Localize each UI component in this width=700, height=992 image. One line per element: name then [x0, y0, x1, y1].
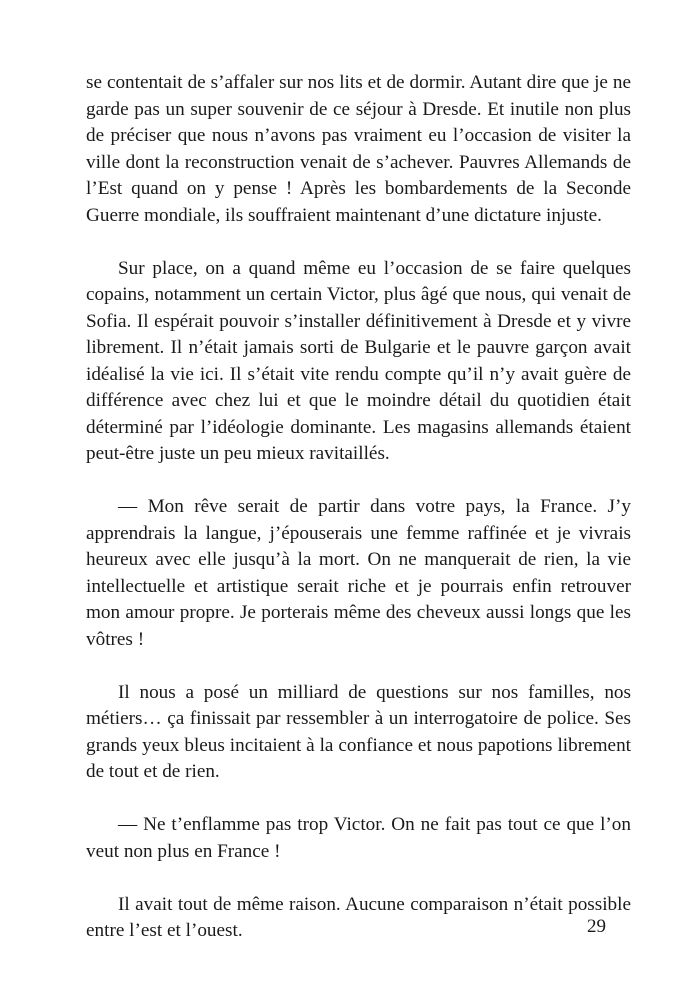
paragraph-5-dialogue: — Ne t’enflamme pas trop Victor. On ne fait pas tout ce que l’on veut non plus en France ! [86, 814, 631, 862]
paragraph-6: Il avait tout de même raison. Aucune comparaison n’était possible entre l’est et l’ouest. [86, 893, 631, 941]
body-text [86, 70, 631, 971]
paragraph-2: Sur place, on a quand même eu l’occasion de se faire quelques copains, notamment un certain Victor, plus âgé que nous, qui venait de Sofia. Il espérait pouvoir s’installer définitivement à Dresde et y vivre librement. Il n’était jamais sorti de Bulgarie et le pauvre garçon avait idéalisé la vie ici. Il s’était vite rendu compte qu’il n’y avait guère de différence avec chez lui et que le moindre détail du quotidien était déterminé par l’idéologie dominante. Les magasins allemands étaient peut-être juste un peu mieux ravitaillés. [86, 257, 631, 464]
paragraph-3-dialogue: — Mon rêve serait de partir dans votre pays, la France. J’y apprendrais la langue, j’épouserais une femme raffinée et je vivrais heureux avec elle jusqu’à la mort. On ne manquerait de rien, la vie intellectuelle et artistique serait riche et je pourrais enfin retrouver mon amour propre. Je porterais même des cheveux aussi longs que les vôtres ! [86, 496, 631, 650]
page-number: 29 [587, 916, 606, 937]
paragraph-1: se contentait de s’affaler sur nos lits et de dormir. Autant dire que je ne garde pas un super souvenir de ce séjour à Dresde. Et inutile non plus de préciser que nous n’avons pas vraiment eu l’occasion de visiter la ville dont la reconstruction venait de s’achever. Pauvres Allemands de l’Est quand on y pense ! Après les bombardements de la Seconde Guerre mondiale, ils souffraient maintenant d’une dictature injuste. [86, 72, 631, 226]
paragraph-4: Il nous a posé un milliard de questions sur nos familles, nos métiers… ça finissait par ressembler à un interrogatoire de police. Ses grands yeux bleus incitaient à la confiance et nous papotions librement de tout et de rien. [86, 681, 631, 782]
